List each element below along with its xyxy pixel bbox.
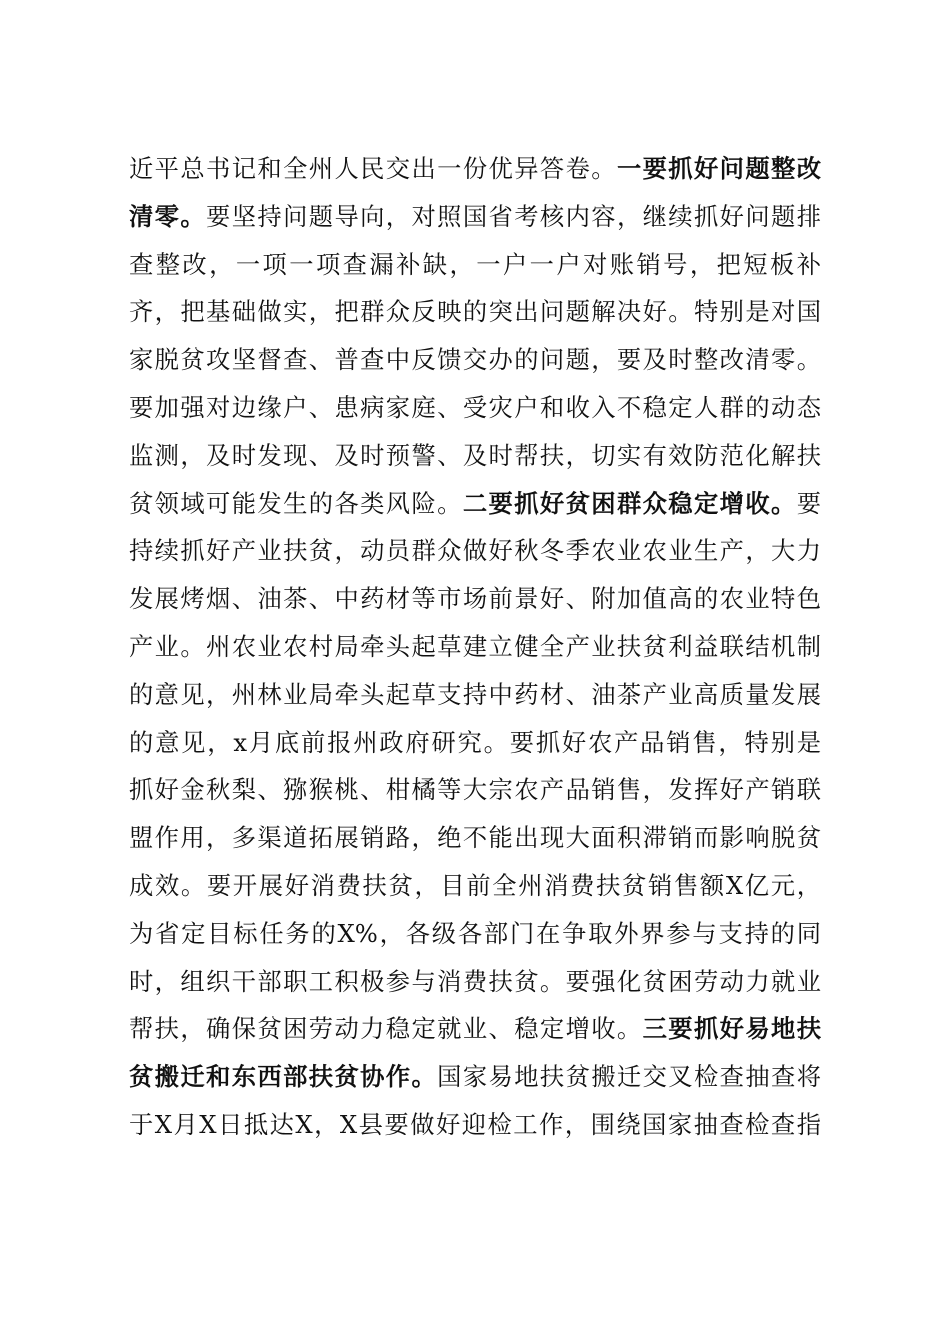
text-line — [129, 671, 821, 719]
body-text-run: 帮扶，确保贫困劳动力稳定就业、稳定增收。 — [129, 1014, 643, 1044]
text-line — [129, 575, 821, 623]
bold-heading-text: 三要抓好易地扶 — [642, 1014, 822, 1044]
text-line — [129, 384, 821, 432]
body-text-run: 要 — [796, 488, 822, 518]
text-line — [129, 623, 821, 671]
text-line — [129, 527, 821, 575]
body-paragraph — [129, 145, 821, 1149]
body-text-run: 为省定目标任务的X%，各级各部门在争取外界参与支持的同 — [129, 918, 821, 948]
text-line — [129, 958, 821, 1006]
body-text-run: 产业。州农业农村局牵头起草建立健全产业扶贫利益联结机制 — [129, 631, 821, 661]
bold-heading-text: 贫搬迁和东西部扶贫协作。 — [129, 1062, 438, 1092]
text-line — [129, 910, 821, 958]
body-text-run: 的意见，x月底前报州政府研究。要抓好农产品销售，特别是 — [129, 727, 821, 757]
body-text-run: 近平总书记和全州人民交出一份优异答卷。 — [129, 154, 617, 183]
body-text-run: 于X月X日抵达X，X县要做好迎检工作，围绕国家抽查检查指 — [129, 1109, 821, 1139]
text-line — [129, 814, 821, 862]
body-text-run: 国家易地扶贫搬迁交叉检查抽查将 — [437, 1062, 821, 1092]
body-text-run: 贫领域可能发生的各类风险。 — [129, 488, 463, 518]
body-text-run: 成效。要开展好消费扶贫，目前全州消费扶贫销售额X亿元， — [129, 870, 821, 900]
body-text-run: 查整改，一项一项查漏补缺，一户一户对账销号，把短板补 — [129, 249, 821, 279]
body-text-run: 时，组织干部职工积极参与消费扶贫。要强化贫困劳动力就业 — [129, 966, 821, 996]
body-text-run: 抓好金秋梨、猕猴桃、柑橘等大宗农产品销售，发挥好产销联 — [129, 775, 821, 805]
body-text-run: 要坚持问题导向，对照国省考核内容，继续抓好问题排 — [206, 201, 822, 231]
text-line — [129, 1101, 821, 1149]
body-text-run: 要加强对边缘户、患病家庭、受灾户和收入不稳定人群的动态 — [129, 392, 821, 422]
text-line — [129, 336, 821, 384]
text-line — [129, 1053, 821, 1101]
text-line — [129, 432, 821, 480]
text-line — [129, 288, 821, 336]
text-line — [129, 719, 821, 767]
bold-heading-text: 二要抓好贫困群众稳定增收。 — [462, 488, 797, 518]
body-text-run: 的意见，州林业局牵头起草支持中药材、油茶产业高质量发展 — [129, 679, 821, 709]
body-text-run: 齐，把基础做实，把群众反映的突出问题解决好。特别是对国 — [129, 297, 821, 327]
body-text-run: 监测，及时发现、及时预警、及时帮扶，切实有效防范化解扶 — [129, 440, 821, 470]
text-line — [129, 1005, 821, 1053]
bold-heading-text: 清零。 — [129, 201, 207, 231]
text-line — [129, 480, 821, 528]
text-line — [129, 145, 821, 193]
bold-heading-text: 一要抓好问题整改 — [616, 154, 821, 183]
body-text-run: 持续抓好产业扶贫，动员群众做好秋冬季农业农业生产，大力 — [129, 536, 821, 566]
body-text-run: 盟作用，多渠道拓展销路，绝不能出现大面积滞销而影响脱贫 — [129, 823, 821, 853]
text-line — [129, 193, 821, 241]
text-line — [129, 862, 821, 910]
body-text-run: 家脱贫攻坚督查、普查中反馈交办的问题，要及时整改清零。 — [129, 345, 821, 375]
text-line — [129, 766, 821, 814]
text-line — [129, 241, 821, 289]
body-text-run: 发展烤烟、油茶、中药材等市场前景好、附加值高的农业特色 — [129, 584, 821, 614]
